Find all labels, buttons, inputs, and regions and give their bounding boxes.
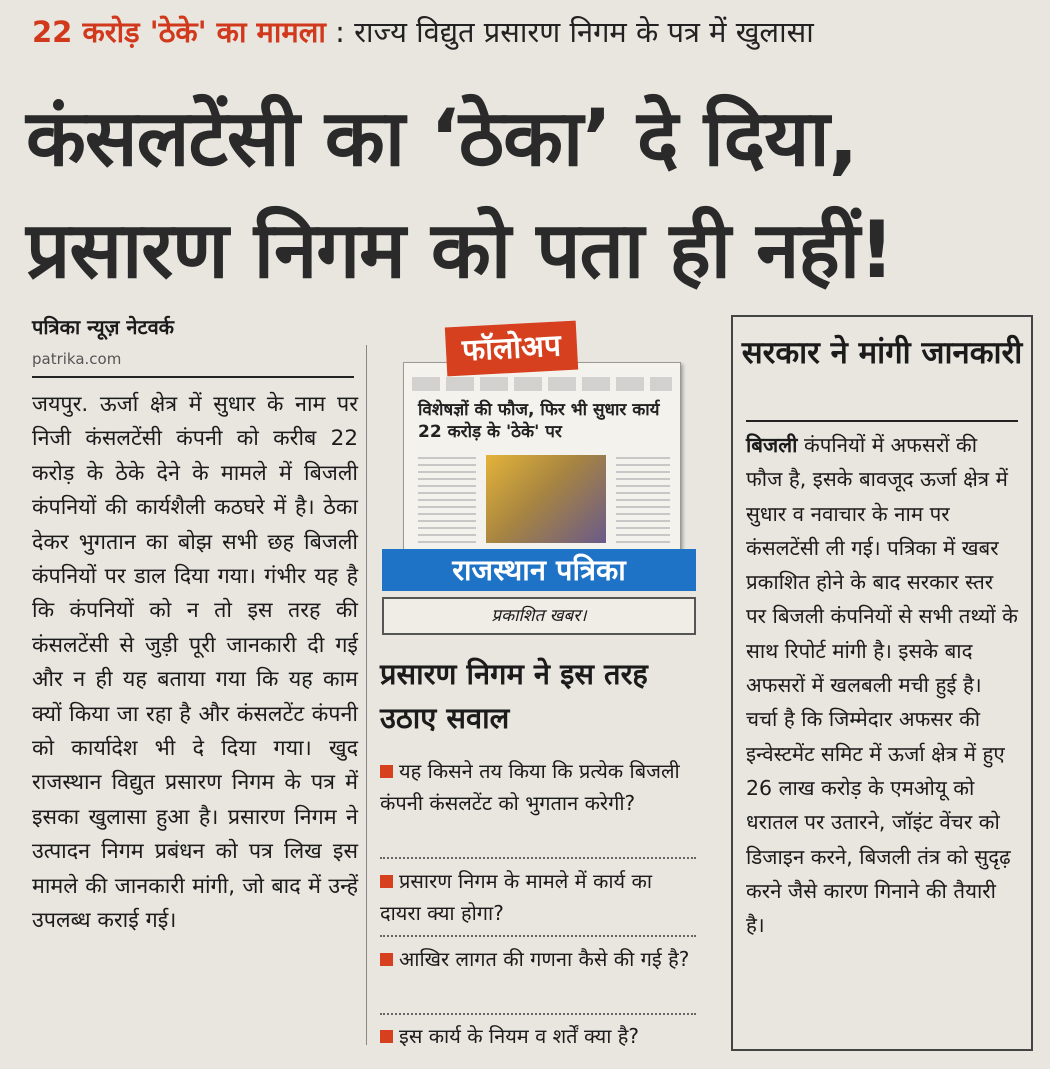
headline-line-2: प्रसारण निगम को पता ही नहीं! [26, 206, 894, 296]
square-bullet-icon [380, 765, 393, 778]
question-item: आखिर लागत की गणना कैसे की गई है? [380, 943, 696, 975]
questions-heading: प्रसारण निगम ने इस तरह उठाए सवाल [380, 657, 648, 735]
sidebar-text: कंपनियों में अफसरों की फौज है, इसके बावजूद ऊर्जा क्षेत्र में सुधार व नवाचार के नाम पर कंसलटेंसी ली गई। पत्रिका में खबर प्रकाशित होने के बाद सरकार स्तर पर बिजली कंपनियों से सभी तथ्यों के साथ रिपोर्ट मांगी है। इसके बाद अफसरों में खलबली मची हुई है। चर्चा है कि जिम्मेदार अफसर की इन्वेस्टमेंट समिट में ऊर्जा क्षेत्र में हुए 26 लाख करोड़ के एमओयू को धरातल पर उतारने, जॉइंट वेंचर को डिजाइन करने, बिजली तंत्र को सुदृढ़ करने जैसे कारण गिनाने की तैयारी है। [746, 433, 1018, 938]
column-divider [366, 345, 367, 1045]
byline-rule [32, 376, 354, 378]
site-link: patrika.com [32, 350, 122, 368]
clipping-column [418, 455, 476, 543]
question-item: यह किसने तय किया कि प्रत्येक बिजली कंपनी कंसलटेंट को भुगतान करेगी? [380, 759, 680, 815]
article-body: जयपुर. ऊर्जा क्षेत्र में सुधार के नाम पर निजी कंसलटेंसी कंपनी को करीब 22 करोड़ के ठेके देने के मामले में बिजली कंपनियों की कार्यशैली कठघरे में है। ठेका देकर भुगतान का बोझ सभी छह बिजली कंपनियों पर डाल दिया गया। गंभीर यह है कि कंपनियों को न तो इस तरह की कंसलटेंसी से जुड़ी पूरी जानकारी दी गई और न ही यह बताया गया कि यह काम क्यों किया जा रहा है और कंसलटेंट कंपनी को कार्यादेश भी दे दिया गया। खुद राजस्थान विद्युत प्रसारण निगम के पत्र में इसका खुलासा हुआ है। प्रसारण निगम ने उत्पादन निगम प्रबंधन को पत्र लिख इस मामले की जानकारी मांगी, जो बाद में उन्हें उपलब्ध कराई गई। [32, 392, 358, 934]
kicker-label: 22 करोड़ 'ठेके' का मामला [32, 15, 326, 49]
question-item: इस कार्य के नियम व शर्तें क्या है? [380, 1020, 696, 1052]
question-item: प्रसारण निगम के मामले में कार्य का दायरा क्या होगा? [380, 869, 653, 925]
sidebar-body [746, 428, 1018, 942]
headline-line-1: कंसलटेंसी का ‘ठेका’ दे दिया, [26, 94, 858, 184]
clipping-headline: विशेषज्ञों की फौज, फिर भी सुधार कार्य 22 करोड़ के 'ठेके' पर [418, 400, 660, 442]
byline: पत्रिका न्यूज़ नेटवर्क [32, 315, 175, 339]
kicker-subtitle: राज्य विद्युत प्रसारण निगम के पत्र में खुलासा [354, 15, 814, 49]
sidebar-title: सरकार ने मांगी जानकारी [741, 335, 1023, 371]
dotted-divider [380, 935, 696, 937]
square-bullet-icon [380, 875, 393, 888]
clipping-text-lines [412, 377, 672, 391]
paper-name-banner: राजस्थान पत्रिका [382, 549, 696, 591]
dotted-divider [380, 857, 696, 859]
square-bullet-icon [380, 953, 393, 966]
clipping-column [616, 455, 670, 543]
dotted-divider [380, 1013, 696, 1015]
square-bullet-icon [380, 1030, 393, 1043]
clipping-caption: प्रकाशित खबर। [382, 597, 696, 635]
sidebar-title-rule [746, 420, 1018, 422]
followup-label: फॉलोअप [445, 321, 578, 377]
kicker: 22 करोड़ 'ठेके' का मामला : राज्य विद्युत प्रसारण निगम के पत्र में खुलासा [32, 15, 814, 49]
clipping-image [403, 362, 681, 556]
sidebar-lead-word: बिजली [746, 433, 798, 457]
clipping-photo [486, 455, 606, 543]
